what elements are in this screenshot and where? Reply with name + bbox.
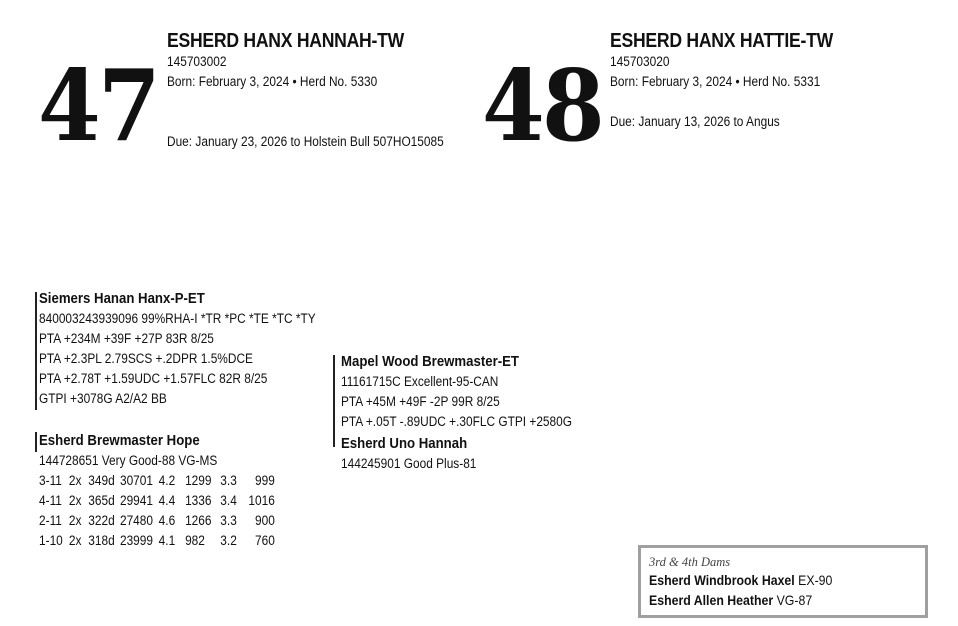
record-milk: 23999 [119,533,154,548]
dam-entry-name: Esherd Windbrook Haxel [649,572,795,588]
record-protein: 900 [255,513,275,528]
dam-name: Esherd Brewmaster Hope [39,432,200,449]
sire-block [39,289,353,409]
sire-line: 840003243939096 99%RHA-I *TR *PC *TE *TC *TY [39,311,316,326]
record-protein: 999 [255,473,275,488]
sire-line: PTA +2.3PL 2.79SCS +.2DPR 1.5%DCE [39,351,253,366]
granddam-block [341,434,495,474]
production-record [39,531,275,551]
dam-entry [649,590,885,610]
record-days: 322d [88,513,115,528]
record-fat-pct: 4.6 [158,513,176,528]
production-record [39,471,275,491]
pedigree-bracket [35,292,37,410]
granddam-line: 144245901 Good Plus-81 [341,456,477,471]
dam-entry-score: VG-87 [776,592,813,608]
record-age: 2-11 [39,513,62,528]
box-title: 3rd & 4th Dams [649,555,731,569]
registration-number: 145703020 [610,54,670,69]
birth-herd-info: Born: February 3, 2024 • Herd No. 5331 [610,74,821,89]
record-milk: 30701 [119,473,154,488]
record-milkings: 2x [68,513,82,528]
record-fat-pct: 4.2 [158,473,176,488]
record-fat: 1299 [185,473,212,488]
further-dams-box [638,545,928,618]
due-date: Due: January 23, 2026 to Holstein Bull 507HO15085 [167,134,444,149]
sire-line: PTA +234M +39F +27P 83R 8/25 [39,331,214,346]
record-age: 3-11 [39,473,62,488]
record-milk: 29941 [119,493,154,508]
animal-info [167,30,481,152]
record-days: 318d [88,533,115,548]
record-protein-pct: 3.3 [220,473,237,488]
production-record [39,511,275,531]
maternal-sire-block [341,352,604,432]
registration-number: 145703002 [167,54,227,69]
due-date: Due: January 13, 2026 to Angus [610,114,780,129]
record-age: 1-10 [39,533,63,548]
record-milkings: 2x [68,473,82,488]
record-protein-pct: 3.3 [220,513,237,528]
animal-name: ESHERD HANX HATTIE-TW [610,30,833,52]
record-protein: 1016 [248,493,275,508]
maternal-sire-name: Mapel Wood Brewmaster-ET [341,353,519,370]
maternal-sire-line: 11161715C Excellent-95-CAN [341,374,499,389]
sire-line: GTPI +3078G A2/A2 BB [39,391,167,406]
record-protein-pct: 3.4 [220,493,237,508]
record-protein: 760 [255,533,275,548]
record-fat: 1266 [185,513,212,528]
record-fat-pct: 4.4 [158,493,176,508]
maternal-sire-line: PTA +.05T -.89UDC +.30FLC GTPI +2580G [341,414,572,429]
dam-block [39,431,307,551]
sire-name: Siemers Hanan Hanx-P-ET [39,290,205,307]
record-milkings: 2x [68,493,82,508]
record-days: 349d [88,473,115,488]
production-record [39,491,275,511]
dam-classification: 144728651 Very Good-88 VG-MS [39,453,218,468]
maternal-sire-line: PTA +45M +49F -2P 99R 8/25 [341,394,500,409]
record-days: 365d [88,493,115,508]
record-fat: 982 [185,533,205,548]
record-fat-pct: 4.1 [158,533,176,548]
dam-entry [649,570,885,590]
record-milkings: 2x [68,533,82,548]
record-protein-pct: 3.2 [220,533,237,548]
record-age: 4-11 [39,493,62,508]
animal-name: ESHERD HANX HANNAH-TW [167,30,404,52]
lot-number: 47 [38,49,158,164]
sire-line: PTA +2.78T +1.59UDC +1.57FLC 82R 8/25 [39,371,268,386]
lot-number: 48 [482,49,602,164]
record-milk: 27480 [119,513,154,528]
birth-herd-info: Born: February 3, 2024 • Herd No. 5330 [167,74,378,89]
dam-entry-score: EX-90 [798,572,833,588]
animal-info [610,30,863,132]
pedigree-bracket [35,432,37,452]
granddam-name: Esherd Uno Hannah [341,435,468,452]
record-fat: 1336 [185,493,212,508]
dam-entry-name: Esherd Allen Heather [649,592,774,608]
